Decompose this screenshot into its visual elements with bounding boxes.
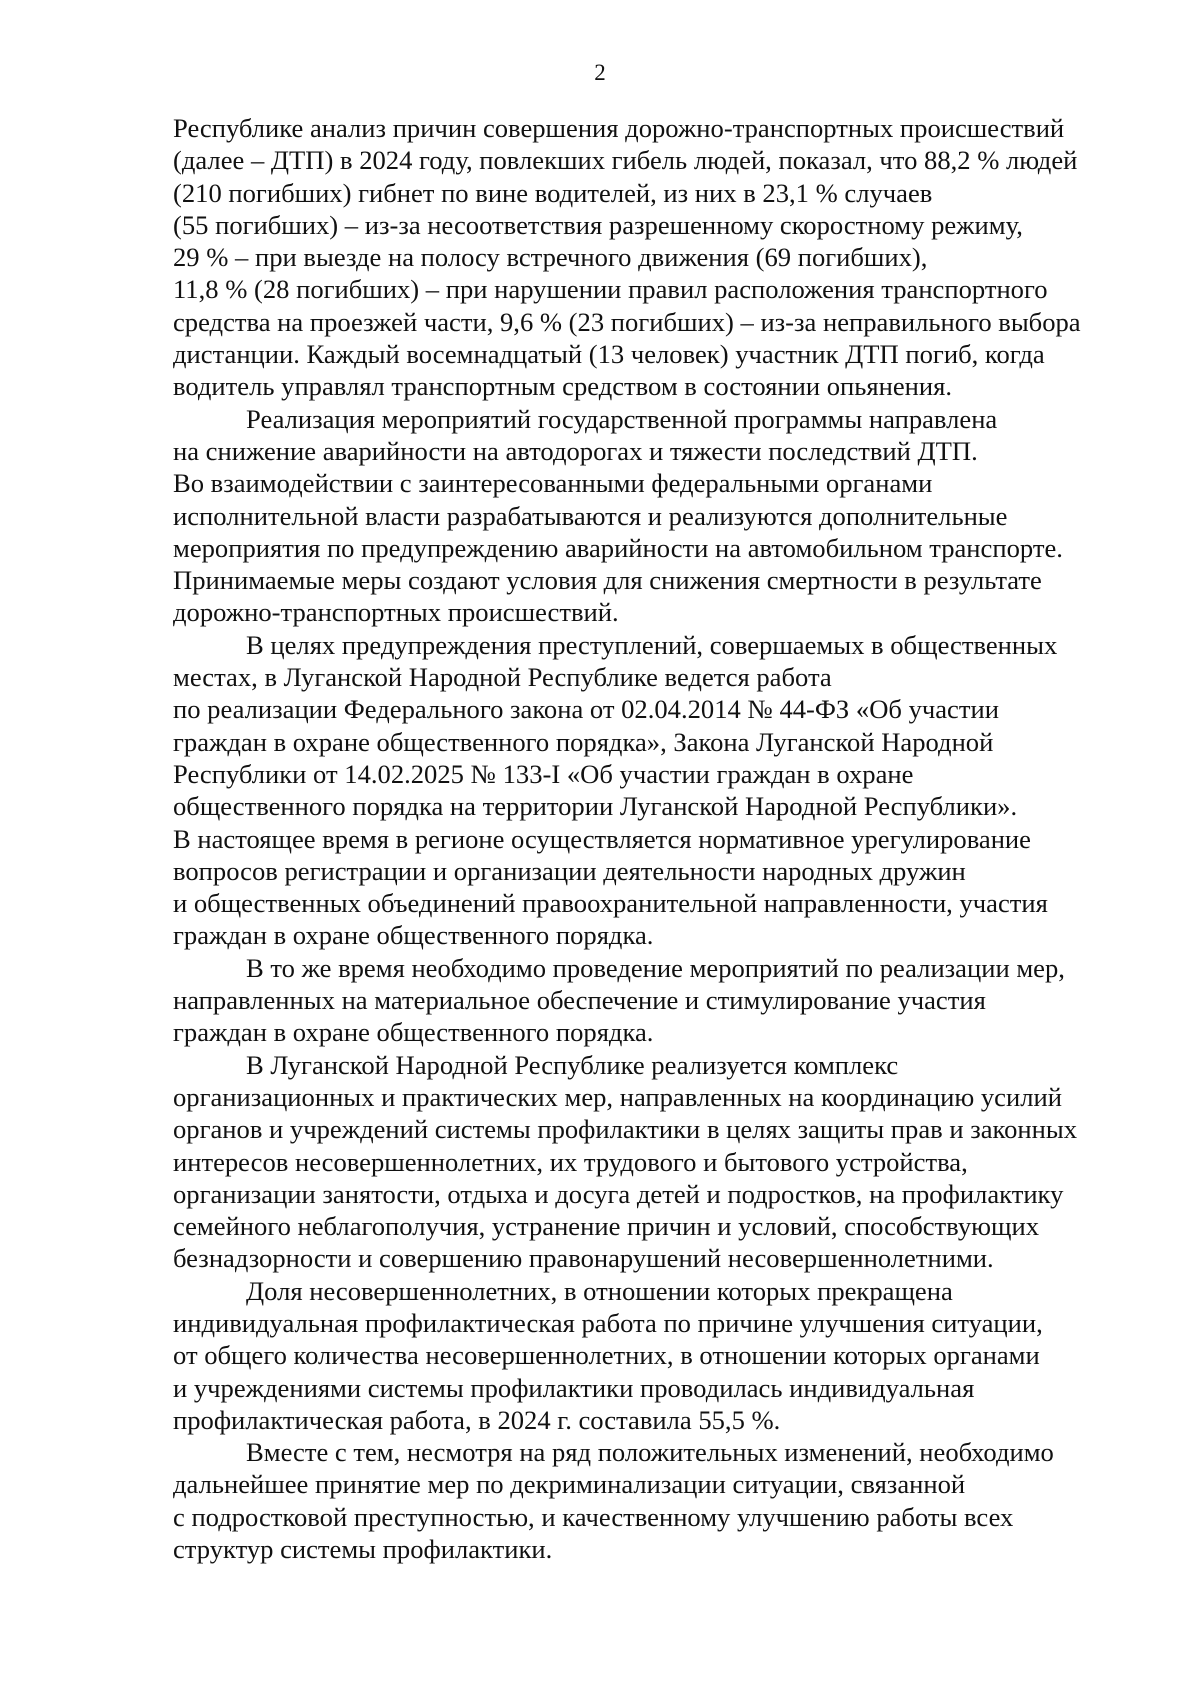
text-line: интересов несовершеннолетних, их трудового и бытового устройства, (173, 1146, 968, 1177)
text-line: В настоящее время в регионе осуществляется нормативное урегулирование (173, 823, 1031, 854)
paragraph (173, 1275, 1159, 1436)
text-line: общественного порядка на территории Луганской Народной Республики». (173, 791, 1018, 822)
page-number: 2 (594, 60, 606, 85)
text-line: местах, в Луганской Народной Республике ведется работа (173, 662, 832, 693)
text-line: дорожно-транспортных происшествий. (173, 597, 619, 628)
text-line: структур системы профилактики. (173, 1534, 553, 1565)
text-line: индивидуальная профилактическая работа по причине улучшения ситуации, (173, 1307, 1043, 1338)
text-line: Республике анализ причин совершения дорожно-транспортных происшествий (173, 113, 1065, 143)
text-line: и общественных объединений правоохранительной направленности, участия (173, 888, 1048, 919)
text-line: безнадзорности и совершению правонарушений несовершеннолетними. (173, 1243, 994, 1274)
text-line: В то же время необходимо проведение мероприятий по реализации мер, (246, 952, 1065, 983)
paragraph (173, 952, 1159, 1049)
text-line: граждан в охране общественного порядка», Закона Луганской Народной (173, 726, 994, 757)
text-line: дистанции. Каждый восемнадцатый (13 человек) участник ДТП погиб, когда (173, 339, 1045, 370)
text-line: организации занятости, отдыха и досуга детей и подростков, на профилактику (173, 1178, 1064, 1209)
text-line: и учреждениями системы профилактики проводилась индивидуальная (173, 1372, 975, 1403)
text-line: (далее – ДТП) в 2024 году, повлекших гибель людей, показал, что 88,2 % людей (173, 145, 1078, 176)
text-line: В целях предупреждения преступлений, совершаемых в общественных (246, 629, 1058, 660)
text-line: от общего количества несовершеннолетних, в отношении которых органами (173, 1340, 1040, 1371)
text-line: граждан в охране общественного порядка. (173, 1017, 654, 1048)
text-line: организационных и практических мер, направленных на координацию усилий (173, 1081, 1062, 1112)
text-line: В Луганской Народной Республике реализуется комплекс (246, 1049, 899, 1080)
text-line: (55 погибших) – из-за несоответствия разрешенному скоростному режиму, (173, 209, 1023, 240)
text-line: вопросов регистрации и организации деятельности народных дружин (173, 855, 966, 886)
text-line: исполнительной власти разрабатываются и реализуются дополнительные (173, 500, 1008, 531)
text-line: Доля несовершеннолетних, в отношении которых прекращена (246, 1275, 953, 1306)
paragraph (173, 112, 1159, 403)
paragraph (173, 1049, 1159, 1275)
text-line: 29 % – при выезде на полосу встречного движения (69 погибших), (173, 242, 928, 273)
text-line: семейного неблагополучия, устранение причин и условий, способствующих (173, 1211, 1039, 1242)
text-line: Реализация мероприятий государственной программы направлена (246, 403, 998, 434)
paragraph (173, 629, 1159, 952)
text-line: Во взаимодействии с заинтересованными федеральными органами (173, 468, 933, 499)
text-line: водитель управлял транспортным средством в состоянии опьянения. (173, 371, 952, 402)
text-line: граждан в охране общественного порядка. (173, 920, 654, 951)
paragraph (173, 1436, 1159, 1565)
text-line: направленных на материальное обеспечение и стимулирование участия (173, 985, 986, 1016)
text-line: Вместе с тем, несмотря на ряд положительных изменений, необходимо (246, 1437, 1054, 1468)
text-line: профилактическая работа, в 2024 г. составила 55,5 %. (173, 1404, 781, 1435)
text-line: с подростковой преступностью, и качественному улучшению работы всех (173, 1501, 1014, 1532)
text-line: по реализации Федерального закона от 02.04.2014 № 44-ФЗ «Об участии (173, 694, 999, 725)
text-line: на снижение аварийности на автодорогах и тяжести последствий ДТП. (173, 435, 978, 466)
text-line: 11,8 % (28 погибших) – при нарушении правил расположения транспортного (173, 274, 1048, 305)
text-line: мероприятия по предупреждению аварийности на автомобильном транспорте. (173, 532, 1063, 563)
text-line: средства на проезжей части, 9,6 % (23 погибших) – из-за неправильного выбора (173, 306, 1081, 337)
text-line: Принимаемые меры создают условия для снижения смертности в результате (173, 565, 1042, 596)
text-line: дальнейшее принятие мер по декриминализации ситуации, связанной (173, 1469, 966, 1500)
text-line: (210 погибших) гибнет по вине водителей, из них в 23,1 % случаев (173, 177, 933, 208)
paragraph (173, 403, 1159, 629)
text-line: Республики от 14.02.2025 № 133-I «Об участии граждан в охране (173, 758, 914, 789)
document-body (173, 112, 1159, 1565)
text-line: органов и учреждений системы профилактики в целях защиты прав и законных (173, 1114, 1078, 1145)
